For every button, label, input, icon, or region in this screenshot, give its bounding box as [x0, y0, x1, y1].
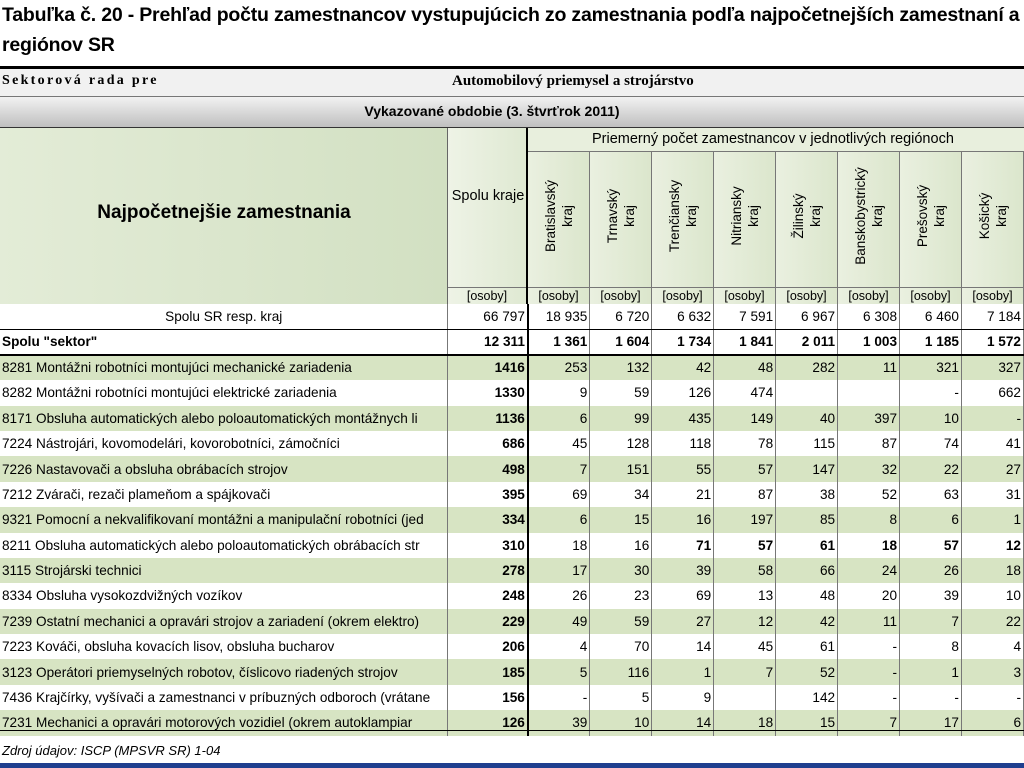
region-cell: 4 — [961, 634, 1023, 659]
region-cell: 5 — [528, 659, 590, 684]
region-cell: 39 — [900, 583, 962, 608]
region-cell: 151 — [590, 456, 652, 481]
region-cell: 8 — [838, 507, 900, 532]
region-cell: 7 — [838, 710, 900, 735]
region-name: Bratislavský — [542, 179, 558, 253]
table-row — [0, 583, 1024, 608]
region-cell: 58 — [714, 558, 776, 583]
region-header-label — [604, 189, 638, 243]
data-table — [0, 304, 1024, 736]
region-cell: 38 — [776, 482, 838, 507]
row-label: Spolu "sektor" — [0, 329, 448, 354]
total-cell: 498 — [448, 456, 528, 481]
region-cell: 128 — [590, 431, 652, 456]
region-cell: 321 — [900, 355, 962, 380]
region-cell: 66 — [776, 558, 838, 583]
region-cell: 6 967 — [776, 304, 838, 329]
row-label: 7239 Ostatní mechanici a opravári strojov a zariadení (okrem elektro) — [0, 609, 448, 634]
region-cell: 69 — [528, 482, 590, 507]
region-cell: 10 — [961, 583, 1023, 608]
table-row — [0, 685, 1024, 710]
region-name: Košický — [976, 192, 992, 240]
total-cell: 395 — [448, 482, 528, 507]
table-row — [0, 533, 1024, 558]
row-label: Spolu SR resp. kraj — [0, 304, 448, 329]
region-cell: 63 — [900, 482, 962, 507]
region-cell: 55 — [652, 456, 714, 481]
region-cell: 40 — [776, 406, 838, 431]
region-cell: 1 003 — [838, 329, 900, 354]
region-cell: 1 — [961, 507, 1023, 532]
total-cell: 1416 — [448, 355, 528, 380]
table-row — [0, 659, 1024, 684]
region-cell: 1 734 — [652, 329, 714, 354]
region-cell: 2 011 — [776, 329, 838, 354]
table-row — [0, 380, 1024, 405]
row-label: 8281 Montážni robotníci montujúci mechanické zariadenia — [0, 355, 448, 380]
region-cell: 70 — [590, 634, 652, 659]
region-cell: 6 — [528, 406, 590, 431]
table-row — [0, 558, 1024, 583]
table-row — [0, 710, 1024, 735]
region-cell: 69 — [652, 583, 714, 608]
region-header — [590, 152, 652, 304]
region-cell: - — [838, 685, 900, 710]
region-cell: 52 — [838, 482, 900, 507]
region-header-label — [914, 185, 948, 247]
region-cell: 57 — [900, 533, 962, 558]
sector-label: Sektorová rada pre — [2, 73, 159, 88]
unit-label: [osoby] — [652, 287, 713, 304]
row-label: 3123 Operátori priemyselných robotov, číslicovo riadených strojov — [0, 659, 448, 684]
unit-label: [osoby] — [962, 287, 1023, 304]
region-cell: 126 — [652, 380, 714, 405]
region-cell: 12 — [714, 609, 776, 634]
region-cell: 11 — [838, 355, 900, 380]
region-name: Žilinský — [790, 193, 806, 239]
region-cell — [838, 380, 900, 405]
unit-label: [osoby] — [528, 287, 589, 304]
region-cell: 16 — [590, 533, 652, 558]
region-cell: 6 460 — [900, 304, 962, 329]
region-cell: 18 — [838, 533, 900, 558]
region-cell: 39 — [528, 710, 590, 735]
region-cell: 1 — [652, 659, 714, 684]
region-cell: 1 572 — [961, 329, 1023, 354]
period-label: Vykazované obdobie (3. štvrťrok 2011) — [364, 103, 620, 119]
region-cell: 61 — [776, 533, 838, 558]
region-cell: 14 — [652, 710, 714, 735]
region-cell: 48 — [776, 583, 838, 608]
region-suffix: kraj — [807, 205, 823, 227]
table-title: Tabuľka č. 20 - Prehľad počtu zamestnancov vystupujúcich zo zamestnania podľa najpočetnejších zamestnaní a regiónov SR — [2, 4, 1020, 56]
region-cell: - — [838, 634, 900, 659]
region-cell: 85 — [776, 507, 838, 532]
sector-row — [0, 329, 1024, 354]
total-cell: 248 — [448, 583, 528, 608]
region-cell: 26 — [528, 583, 590, 608]
region-cell: 23 — [590, 583, 652, 608]
region-header-label — [790, 193, 824, 238]
region-cell: 12 — [961, 533, 1023, 558]
total-row — [0, 304, 1024, 329]
region-header-label — [976, 193, 1010, 240]
table-row — [0, 609, 1024, 634]
table-bottom-rule — [0, 730, 1024, 731]
region-suffix: kraj — [993, 205, 1009, 227]
region-cell: 6 — [900, 507, 962, 532]
region-cell: 142 — [776, 685, 838, 710]
table-row — [0, 355, 1024, 380]
row-label: 7224 Nástrojári, kovomodelári, kovorobotníci, zámočníci — [0, 431, 448, 456]
region-cell: 7 — [900, 609, 962, 634]
region-cell: 61 — [776, 634, 838, 659]
region-cell: 17 — [528, 558, 590, 583]
region-name: Trnavský — [604, 188, 620, 244]
row-label: 8171 Obsluha automatických alebo poloautomatických montážnych li — [0, 406, 448, 431]
region-cell: 6 632 — [652, 304, 714, 329]
region-cell: 10 — [590, 710, 652, 735]
region-name: Trenčiansky — [666, 179, 682, 253]
region-header-label — [542, 180, 576, 252]
region-cell: 24 — [838, 558, 900, 583]
total-cell: 66 797 — [448, 304, 528, 329]
region-cell: 253 — [528, 355, 590, 380]
region-cell: 7 — [528, 456, 590, 481]
region-cell: 7 184 — [961, 304, 1023, 329]
region-cell: 87 — [838, 431, 900, 456]
region-header-label — [852, 167, 886, 265]
unit-label: [osoby] — [900, 287, 961, 304]
region-cell: 59 — [590, 609, 652, 634]
total-cell: 126 — [448, 710, 528, 735]
region-name: Banskobystrický — [852, 167, 868, 265]
region-cell: 9 — [652, 685, 714, 710]
region-cell: - — [528, 685, 590, 710]
region-cell: - — [900, 685, 962, 710]
total-cell: 12 311 — [448, 329, 528, 354]
region-cell: 49 — [528, 609, 590, 634]
region-cell: 18 — [714, 710, 776, 735]
table-row — [0, 634, 1024, 659]
table-row — [0, 482, 1024, 507]
region-suffix: kraj — [745, 205, 761, 227]
slide-bottom-bar — [0, 763, 1024, 768]
region-cell: 22 — [900, 456, 962, 481]
region-cell: 1 — [900, 659, 962, 684]
total-cell: 1330 — [448, 380, 528, 405]
region-cell: 3 — [961, 659, 1023, 684]
unit-label: [osoby] — [714, 287, 775, 304]
unit-label: [osoby] — [590, 287, 651, 304]
row-label: 8282 Montážni robotníci montujúci elektrické zariadenia — [0, 380, 448, 405]
region-cell: 45 — [528, 431, 590, 456]
region-cell: 1 361 — [528, 329, 590, 354]
region-suffix: kraj — [621, 205, 637, 227]
region-suffix: kraj — [683, 205, 699, 227]
region-cell: 14 — [652, 634, 714, 659]
region-header — [962, 152, 1024, 304]
region-header-label — [728, 186, 762, 245]
region-header — [838, 152, 900, 304]
row-label: 9321 Pomocní a nekvalifikovaní montážni a manipulační robotníci (jed — [0, 507, 448, 532]
total-cell: 310 — [448, 533, 528, 558]
region-cell: 132 — [590, 355, 652, 380]
region-cell: 15 — [590, 507, 652, 532]
region-cell: 18 — [961, 558, 1023, 583]
region-cell: 9 — [528, 380, 590, 405]
regions-group-header — [528, 128, 1024, 152]
region-cell: 1 841 — [714, 329, 776, 354]
region-cell: 8 — [900, 634, 962, 659]
region-cell: 87 — [714, 482, 776, 507]
region-cell: 57 — [714, 456, 776, 481]
region-cell: 26 — [900, 558, 962, 583]
region-cell: 6 — [961, 710, 1023, 735]
region-cell: 197 — [714, 507, 776, 532]
table-row — [0, 456, 1024, 481]
region-cell: 15 — [776, 710, 838, 735]
region-cell: 52 — [776, 659, 838, 684]
total-cell: 185 — [448, 659, 528, 684]
region-header — [776, 152, 838, 304]
region-cell: 13 — [714, 583, 776, 608]
region-cell: 147 — [776, 456, 838, 481]
region-name: Prešovský — [914, 184, 930, 248]
region-suffix: kraj — [931, 205, 947, 227]
total-cell: 206 — [448, 634, 528, 659]
region-cell: 474 — [714, 380, 776, 405]
row-label: 7223 Kováči, obsluha kovacích lisov, obsluha bucharov — [0, 634, 448, 659]
total-cell: 229 — [448, 609, 528, 634]
occupations-header-label: Najpočetnejšie zamestnania — [97, 202, 351, 223]
region-cell: - — [961, 685, 1023, 710]
region-header — [900, 152, 962, 304]
region-cell: 4 — [528, 634, 590, 659]
unit-label: [osoby] — [776, 287, 837, 304]
region-cell: 7 — [714, 659, 776, 684]
region-suffix: kraj — [869, 205, 885, 227]
region-cell: 327 — [961, 355, 1023, 380]
table-row — [0, 431, 1024, 456]
region-cell: - — [838, 659, 900, 684]
row-label: 7436 Krajčírky, vyšívači a zamestnanci v príbuzných odboroch (vrátane — [0, 685, 448, 710]
region-cell: 11 — [838, 609, 900, 634]
table-row — [0, 406, 1024, 431]
region-cell: 42 — [652, 355, 714, 380]
region-cell: 74 — [900, 431, 962, 456]
row-label: 7231 Mechanici a opravári motorových vozidiel (okrem autoklampiar — [0, 710, 448, 735]
region-cell: 116 — [590, 659, 652, 684]
region-cell: 20 — [838, 583, 900, 608]
region-cell: 41 — [961, 431, 1023, 456]
spolu-header-label: Spolu kraje — [451, 188, 525, 204]
region-cell: - — [961, 406, 1023, 431]
regions-group-label: Priemerný počet zamestnancov v jednotlivých regiónoch — [592, 131, 954, 147]
region-cell: 17 — [900, 710, 962, 735]
region-cell: 7 591 — [714, 304, 776, 329]
source-note: Zdroj údajov: ISCP (MPSVR SR) 1-04 — [2, 743, 221, 758]
total-cell: 156 — [448, 685, 528, 710]
sector-value: Automobilový priemysel a strojárstvo — [452, 73, 694, 89]
region-cell: 16 — [652, 507, 714, 532]
region-cell: 10 — [900, 406, 962, 431]
region-cell: 27 — [652, 609, 714, 634]
region-header — [714, 152, 776, 304]
region-suffix: kraj — [559, 205, 575, 227]
region-cell: 6 720 — [590, 304, 652, 329]
region-cell: 99 — [590, 406, 652, 431]
total-cell: 278 — [448, 558, 528, 583]
row-label: 8334 Obsluha vysokozdvižných vozíkov — [0, 583, 448, 608]
region-cell: 662 — [961, 380, 1023, 405]
region-cell: 48 — [714, 355, 776, 380]
row-label: 7212 Zvárači, rezači plameňom a spájkovači — [0, 482, 448, 507]
region-cell: 6 308 — [838, 304, 900, 329]
region-header — [652, 152, 714, 304]
total-cell: 334 — [448, 507, 528, 532]
region-header — [528, 152, 590, 304]
region-cell: 22 — [961, 609, 1023, 634]
region-cell: 18 935 — [528, 304, 590, 329]
region-cell: 31 — [961, 482, 1023, 507]
region-cell: 78 — [714, 431, 776, 456]
row-label: 3115 Strojárski technici — [0, 558, 448, 583]
spolu-header — [448, 128, 528, 304]
region-header-label — [666, 180, 700, 252]
region-cell: 59 — [590, 380, 652, 405]
region-cell: 115 — [776, 431, 838, 456]
row-label: 7226 Nastavovači a obsluha obrábacích strojov — [0, 456, 448, 481]
region-cell: 71 — [652, 533, 714, 558]
region-cell: 1 604 — [590, 329, 652, 354]
occupations-header — [0, 128, 448, 304]
region-name: Nitriansky — [728, 186, 744, 246]
unit-label: [osoby] — [448, 287, 526, 304]
total-cell: 1136 — [448, 406, 528, 431]
region-cell: 30 — [590, 558, 652, 583]
region-cell — [714, 685, 776, 710]
region-cell: 5 — [590, 685, 652, 710]
period-row — [0, 96, 1024, 128]
region-cell: 27 — [961, 456, 1023, 481]
region-cell: 282 — [776, 355, 838, 380]
region-cell: 57 — [714, 533, 776, 558]
region-cell: 42 — [776, 609, 838, 634]
region-cell: 118 — [652, 431, 714, 456]
region-cell: 6 — [528, 507, 590, 532]
region-cell: 34 — [590, 482, 652, 507]
region-cell: - — [900, 380, 962, 405]
region-cell — [776, 380, 838, 405]
region-cell: 1 185 — [900, 329, 962, 354]
sector-row — [0, 66, 1024, 96]
region-cell: 149 — [714, 406, 776, 431]
row-label: 8211 Obsluha automatických alebo poloautomatických obrábacích str — [0, 533, 448, 558]
region-cell: 39 — [652, 558, 714, 583]
region-cell: 21 — [652, 482, 714, 507]
region-cell: 18 — [528, 533, 590, 558]
region-cell: 32 — [838, 456, 900, 481]
table-row — [0, 507, 1024, 532]
region-cell: 435 — [652, 406, 714, 431]
region-cell: 397 — [838, 406, 900, 431]
region-cell: 45 — [714, 634, 776, 659]
total-cell: 686 — [448, 431, 528, 456]
unit-label: [osoby] — [838, 287, 899, 304]
